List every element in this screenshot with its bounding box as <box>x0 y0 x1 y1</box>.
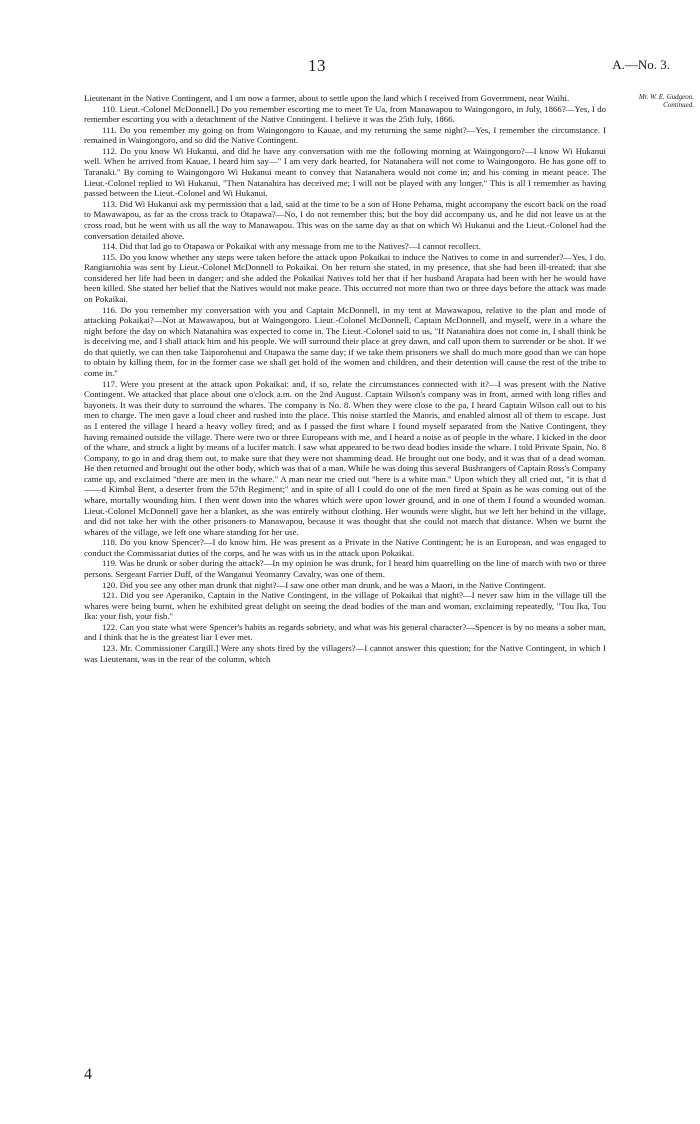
paragraph: 118. Do you know Spencer?—I do know him. He was present as a Private in the Native Contingent; he is an European, and was engaged to conduct the Commissariat duties of the corps, and he was with us in the attack upon Pokaikai. <box>84 537 606 558</box>
margin-note <box>608 93 694 109</box>
paragraph: 121. Did you see Aperaniko, Captain in the Native Contingent, in the village of Pokaikai that night?—I never saw him in the village till the whares were being burnt, when he exhibited great delight on seeing the dead bodies of the man and woman, exclaiming repeatedly, "Tou Ika, Tou Ika: your fish, your fish." <box>84 590 606 622</box>
paragraph: 114. Did that lad go to Otapawa or Pokaikai with any message from me to the Natives?—I cannot recollect. <box>102 241 481 252</box>
paragraph: 120. Did you see any other man drunk that night?—I saw one other man drunk, and he was a Maori, in the Native Contingent. <box>102 579 546 590</box>
page-header <box>0 56 700 76</box>
paragraph: 117. Were you present at the attack upon Pokaikai: and, if so, relate the circumstances connected with it?—I was present with the Native Contingent. We attacked that place about one o'clock a.m. on the 2nd August. Captain Wilson's company was in front, armed with long rifles and bayonets. It was their duty to surround the whares. The company is No. 8. When they were close to the pa, I heard Captain Wilson call out to his men to charge. The men gave a loud cheer and rushed into the place. This noise startled the Maoris, and enabled almost all of them to escape. Just as I entered the village I heard a heavy volley fired; and as I passed the first whare I found myself separated from the Native Contingent, they having remained outside the village. There were two or three Europeans with me, and I heard a noise as of people in the whare. I kicked in the door of the whare, and struck a light by means of a lucifer match. I saw what appeared to be two dead bodies inside the whare. I told Private Spain, No. 8 Company, to go in and drag them out, to make sure that they were not shamming dead. He brought out one body, and it was that of a dead woman. He then returned and brought out the other body, which was that of a man. While he was doing this several Bushrangers of Captain Ross's Company came up, and exclaimed "there are men in the whare." A man near me cried out "here is a white man." Upon which they all cried out, "it is that d——d Kimbal Bent, a deserter from the 57th Regiment;" and in spite of all I could do one of the men fired at Spain as he was coming out of the whare, mortally wounding him. I then went down into the whares which were upon lower ground, and in one of them I found a wounded woman. Lieut.-Colonel McDonnell gave her a blanket, as she was entirely without clothing. Her wounds were slight, but we left her behind in the village, and did not take her with the other prisoners to Manawapou, because it was thought that she could not march that distance. When we burnt the whares of the village, we left one whare standing for her use. <box>84 378 606 537</box>
paragraph: 113. Did Wi Hukanui ask my permission that a lad, said at the time to be a son of Hone Pehama, might accompany the escort back on the road to Mawawapou, as far as the cross track to Otapawa?—No, I do not remember this; but the boy did accompany us, and he did not leave us at the cross road, but he went with us all the way to Manawapou. This was on the same day as that on which Wi Hukanui and the Lieut.-Colonel had the conversation detailed above. <box>84 198 606 241</box>
paragraph: 110. Lieut.-Colonel McDonnell.] Do you remember escorting me to meet Te Ua, from Manawapou to Waingongoro, in July, 1866?—Yes, I do remember escorting you with a detachment of the Native Contingent. I believe it was the 25th July, 1866. <box>84 103 606 125</box>
paragraph: 123. Mr. Commissioner Cargill.] Were any shots fired by the villagers?—I cannot answer this question; for the Native Contingent, in which I was Lieutenant, was in the rear of the column, which <box>84 643 606 664</box>
paragraph: 122. Can you state what were Spencer's habits as regards sobriety, and what was his general character?—Spencer is by no means a sober man, and I think that he is the greatest liar I ever met. <box>84 621 606 643</box>
margin-note-name: Mr. W. E. Gudgeon. <box>638 93 694 101</box>
body-text <box>84 93 606 664</box>
paragraph: 115. Do you know whether any steps were taken before the attack upon Pokaikai to induce the Natives to come in and surrender?—Yes, I do. Rangiamohia was sent by Lieut.-Colonel McDonnell to Pokaikai. On her return she stated, in my presence, that she had been ill-treated; that she considered her life had been in danger; and she added the Pokaikai Natives told her that if her husband Arapata had been with her he would have been killed. She stated her belief that the Natives would not make peace. This occurred not more than two or three days before the attack was made on Pokaikai. <box>84 251 606 304</box>
paragraph: 119. Was he drunk or sober during the attack?—In my opinion he was drunk, for I heard him quarrelling on the line of march with two or three persons. Sergeant Farrier Duff, of the Wanganui Yeomanry Cavalry, was one of them. <box>84 558 606 580</box>
paragraph: Lieutenant in the Native Contingent, and I am now a farmer, about to settle upon the land which I received from Government, near Waihi. <box>84 93 570 103</box>
signature-mark: 4 <box>84 1066 92 1083</box>
paragraph: 111. Do you remember my going on from Waingongoro to Kauae, and my returning the same night?—Yes, I remember the circumstance. I remained in Waingongoro, and so did the Native Contingent. <box>84 124 606 146</box>
paragraph: 116. Do you remember my conversation with you and Captain McDonnell, in my tent at Mawawapou, relative to the plan and mode of attacking Pokaikai?—Not at Mawawapou, but at Waingongoro. Lieut.-Colonel McDonnell, Captain McDonnell, and myself, were in a whare the night before the day on which Natanahira was expected to come in. The Lieut.-Colonel said to us, "If Natanahira does not come in, I shall think he is deceiving me, and I shall attack him and his people. We will surround their place at grey dawn, and call upon them to surrender or be shot. If we do that quietly, we can then take Taiporohenui and Otapawa the same day; if we take them prisoners we shall do much more good than we can hope to obtain by killing them, for in the former case we shall get hold of the women and children, and their detention will cause the rest of the tribe to come in." <box>84 304 606 379</box>
margin-note-continued: Continued. <box>663 101 694 109</box>
paragraph: 112. Do you know Wi Hukanui, and did he have any conversation with me the following morning at Waingongoro?—I know Wi Hukanui well. When he arrived from Kauae, I heard him say—" I am very dark hearted, for Natanahera will not come to Waingongoro. He has gone off to Taranaki." By coming to Waingongoro Wi Hukanui meant to convey that Natanahera would not come in; and his coming in meant peace. The Lieut.-Colonel replied to Wi Hukanui, "Then Natanahira has deceived me; I will not be played with any longer." This is all I remember as having passed between the Lieut.-Colonel and Wi Hukanui. <box>84 145 606 199</box>
document-reference: A.—No. 3. <box>612 57 670 72</box>
page-number: 13 <box>308 56 326 75</box>
